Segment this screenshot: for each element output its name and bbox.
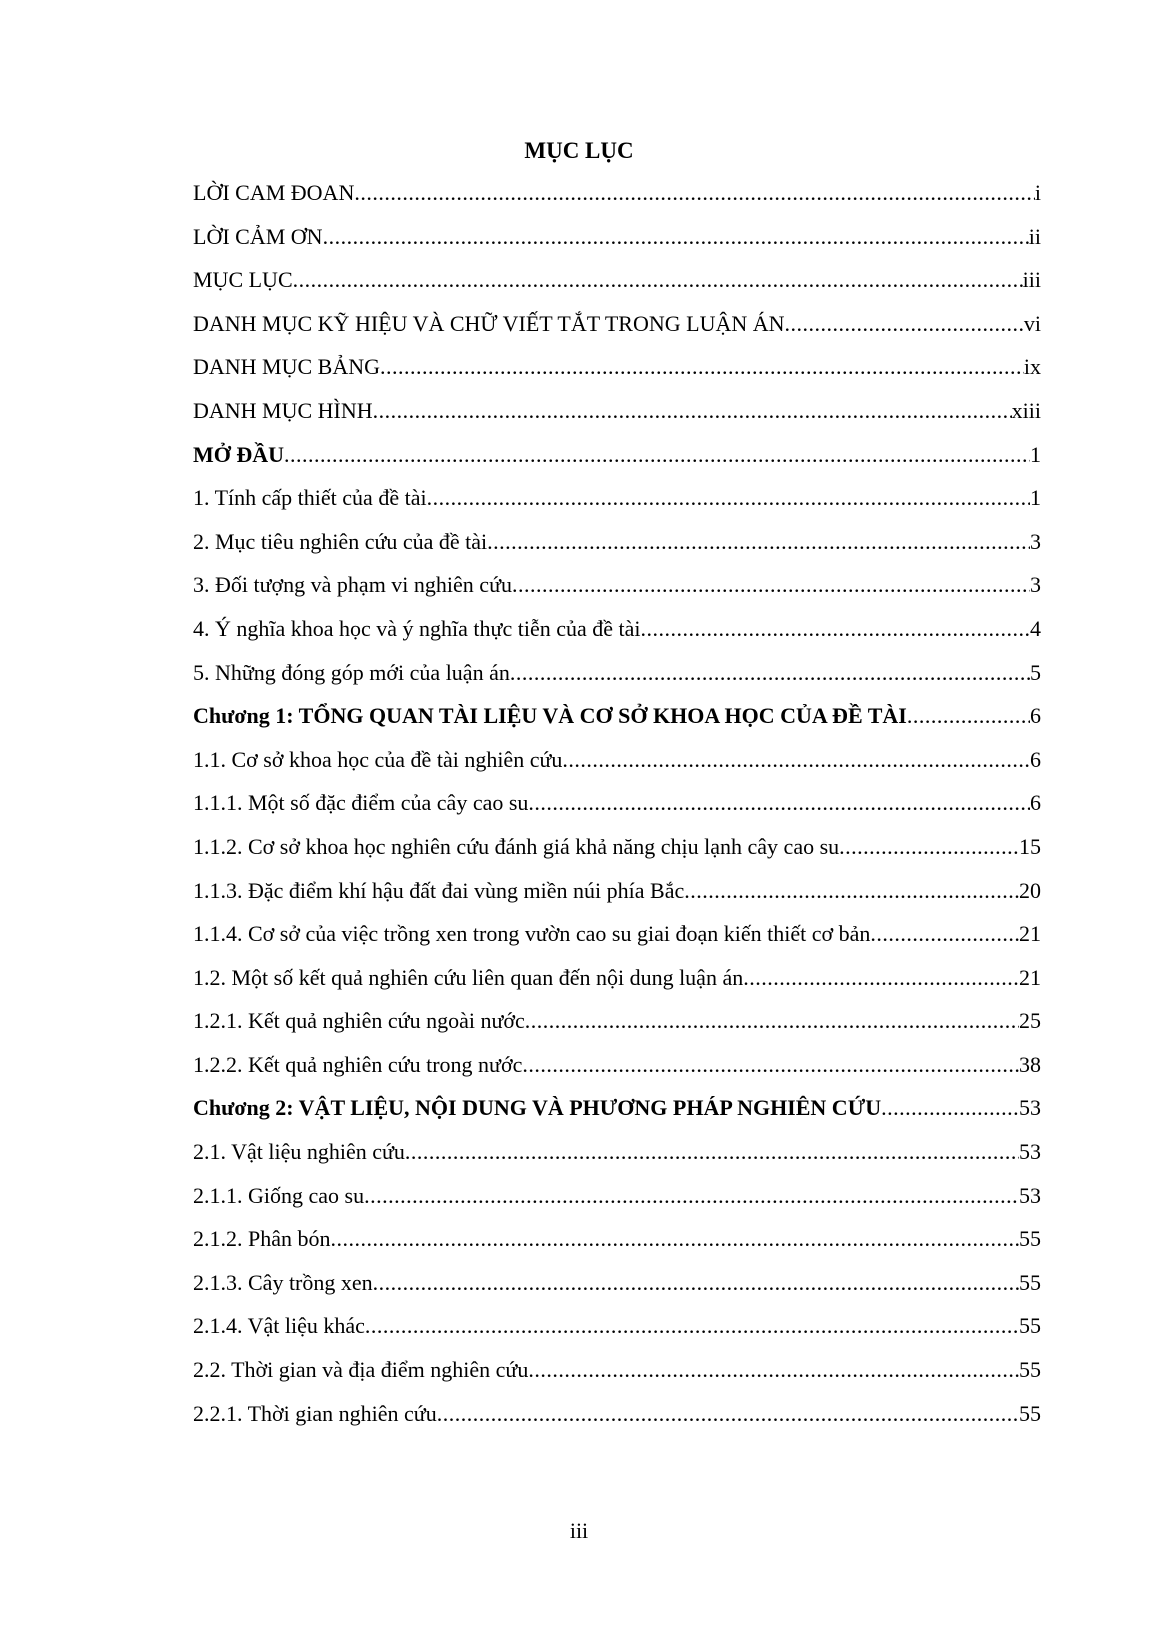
toc-entry — [193, 614, 1041, 658]
toc-dot-leader — [684, 876, 1019, 906]
toc-entry-label: 5. Những đóng góp mới của luận án — [193, 659, 510, 685]
toc-dot-leader — [354, 178, 1035, 208]
toc-entry-label: MỞ ĐẦU — [193, 441, 285, 467]
toc-dot-leader — [528, 1355, 1019, 1385]
toc-entry-page: 6 — [1030, 746, 1041, 772]
toc-entry-label: 1.2.1. Kết quả nghiên cứu ngoài nước — [193, 1008, 525, 1034]
toc-entry-page: 55 — [1019, 1226, 1041, 1252]
toc-entry-label: Chương 1: TỔNG QUAN TÀI LIỆU VÀ CƠ SỞ KHOA HỌC CỦA ĐỀ TÀI — [193, 703, 907, 729]
toc-entry — [193, 1268, 1041, 1312]
toc-dot-leader — [373, 396, 1012, 426]
toc-dot-leader — [405, 1137, 1019, 1167]
toc-entry-page: 3 — [1030, 528, 1041, 554]
toc-entry — [193, 1093, 1041, 1137]
toc-entry-page: 53 — [1019, 1139, 1041, 1165]
toc-dot-leader — [870, 919, 1019, 949]
toc-entry-page: vi — [1023, 310, 1041, 336]
toc-entry-page: 3 — [1030, 572, 1041, 598]
toc-dot-leader — [641, 614, 1030, 644]
toc-entry-label: 2.1.4. Vật liệu khác — [193, 1313, 365, 1339]
toc-dot-leader — [331, 1224, 1020, 1254]
toc-entry-label: 1.2.2. Kết quả nghiên cứu trong nước — [193, 1051, 523, 1077]
toc-dot-leader — [365, 1311, 1019, 1341]
toc-entry-label: 3. Đối tượng và phạm vi nghiên cứu — [193, 572, 512, 598]
toc-entry-page: 5 — [1030, 659, 1041, 685]
toc-entry-page: ii — [1028, 223, 1041, 249]
toc-entry-page: 53 — [1019, 1182, 1041, 1208]
toc-entry-label: 2.1.2. Phân bón — [193, 1226, 331, 1252]
toc-entry — [193, 701, 1041, 745]
toc-entry-page: 55 — [1019, 1400, 1041, 1426]
toc-entry — [193, 527, 1041, 571]
toc-entry-label: 2.1. Vật liệu nghiên cứu — [193, 1139, 405, 1165]
toc-entry-label: LỜI CAM ĐOAN — [193, 180, 355, 205]
toc-entry — [193, 1399, 1041, 1443]
toc-dot-leader — [380, 352, 1024, 382]
toc-entry-label: 1.1. Cơ sở khoa học của đề tài nghiên cứu — [193, 746, 563, 772]
toc-dot-leader — [364, 1181, 1019, 1211]
footer-page-number: iii — [569, 1518, 589, 1543]
toc-dot-leader — [512, 570, 1030, 600]
toc-entry-label: Chương 2: VẬT LIỆU, NỘI DUNG VÀ PHƯƠNG PHÁP NGHIÊN CỨU — [193, 1095, 882, 1121]
page-title: MỤC LỤC — [524, 138, 634, 163]
toc-entry-page: 6 — [1030, 790, 1041, 816]
toc-entry-page: 55 — [1019, 1357, 1041, 1383]
toc-entry-label: 2. Mục tiêu nghiên cứu của đề tài — [193, 528, 488, 554]
toc-entry — [193, 1181, 1041, 1225]
toc-entry-label: MỤC LỤC — [193, 267, 293, 293]
toc-entry-page: 55 — [1019, 1269, 1041, 1295]
toc-dot-leader — [487, 527, 1030, 557]
toc-dot-leader — [293, 265, 1023, 295]
toc-dot-leader — [743, 963, 1019, 993]
toc-entry-page: 55 — [1019, 1313, 1041, 1339]
toc-dot-leader — [881, 1093, 1019, 1123]
toc-entry-label: 1.1.2. Cơ sở khoa học nghiên cứu đánh giá khả năng chịu lạnh cây cao su — [193, 833, 840, 859]
toc-entry-page: 21 — [1019, 964, 1041, 990]
toc-dot-leader — [525, 1006, 1019, 1036]
toc-entry-label: 2.2. Thời gian và địa điểm nghiên cứu — [193, 1357, 529, 1383]
toc-entry — [193, 1137, 1041, 1181]
toc-dot-leader — [284, 440, 1030, 470]
toc-entry-page: 1 — [1030, 485, 1041, 511]
toc-dot-leader — [839, 832, 1019, 862]
toc-entry — [193, 832, 1041, 876]
toc-entry-page: 15 — [1019, 833, 1041, 859]
toc-entry-label: 2.1.3. Cây trồng xen — [193, 1269, 373, 1295]
toc-entry — [193, 745, 1041, 789]
toc-entry — [193, 876, 1041, 920]
toc-dot-leader — [562, 745, 1030, 775]
toc-entry-label: 2.1.1. Giống cao su — [193, 1182, 365, 1208]
toc-entry-label: 2.2.1. Thời gian nghiên cứu — [193, 1400, 437, 1426]
toc-dot-leader — [323, 222, 1029, 252]
table-of-contents — [193, 178, 1041, 1442]
toc-dot-leader — [510, 658, 1030, 688]
toc-entry-label: DANH MỤC BẢNG — [193, 354, 381, 380]
toc-entry-page: 4 — [1030, 615, 1041, 641]
toc-entry-page: 6 — [1030, 703, 1041, 729]
toc-entry-page: 1 — [1030, 441, 1041, 467]
toc-entry — [193, 1006, 1041, 1050]
toc-entry-label: 1.1.1. Một số đặc điểm của cây cao su — [193, 790, 529, 816]
toc-entry-page: 20 — [1019, 877, 1041, 903]
toc-entry — [193, 309, 1041, 353]
toc-entry — [193, 658, 1041, 702]
toc-entry — [193, 788, 1041, 832]
toc-entry — [193, 222, 1041, 266]
toc-entry — [193, 352, 1041, 396]
toc-dot-leader — [785, 309, 1024, 339]
toc-entry — [193, 1224, 1041, 1268]
toc-entry-label: 4. Ý nghĩa khoa học và ý nghĩa thực tiễn của đề tài — [193, 615, 641, 641]
toc-dot-leader — [373, 1268, 1019, 1298]
toc-entry-page: xiii — [1011, 397, 1041, 423]
toc-entry — [193, 440, 1041, 484]
toc-entry-page: ix — [1023, 354, 1041, 380]
toc-entry — [193, 1311, 1041, 1355]
toc-entry-label: 1. Tính cấp thiết của đề tài — [193, 485, 427, 511]
toc-entry-label: 1.1.3. Đặc điểm khí hậu đất đai vùng miền núi phía Bắc — [193, 877, 685, 903]
toc-entry-page: 25 — [1019, 1008, 1041, 1034]
toc-dot-leader — [522, 1050, 1019, 1080]
toc-entry — [193, 178, 1041, 222]
toc-entry-label: LỜI CẢM ƠN — [193, 223, 323, 249]
toc-entry — [193, 396, 1041, 440]
toc-entry-label: 1.1.4. Cơ sở của việc trồng xen trong vườn cao su giai đoạn kiến thiết cơ bản — [193, 921, 871, 947]
toc-entry — [193, 1355, 1041, 1399]
toc-entry-label: DANH MỤC HÌNH — [193, 397, 373, 423]
toc-dot-leader — [907, 701, 1030, 731]
toc-entry — [193, 483, 1041, 527]
toc-entry — [193, 570, 1041, 614]
toc-entry-page: iii — [1022, 267, 1041, 293]
toc-entry-page: 21 — [1019, 921, 1041, 947]
toc-entry — [193, 919, 1041, 963]
toc-entry-page: 38 — [1019, 1051, 1041, 1077]
toc-dot-leader — [427, 483, 1030, 513]
toc-entry-label: 1.2. Một số kết quả nghiên cứu liên quan đến nội dung luận án — [193, 964, 744, 990]
toc-entry-page: 53 — [1019, 1095, 1041, 1121]
toc-entry — [193, 1050, 1041, 1094]
toc-entry — [193, 963, 1041, 1007]
toc-dot-leader — [528, 788, 1030, 818]
toc-dot-leader — [437, 1399, 1019, 1429]
toc-entry — [193, 265, 1041, 309]
toc-entry-page: i — [1034, 180, 1041, 205]
toc-entry-label: DANH MỤC KỸ HIỆU VÀ CHỮ VIẾT TẮT TRONG LUẬN ÁN — [193, 310, 785, 336]
